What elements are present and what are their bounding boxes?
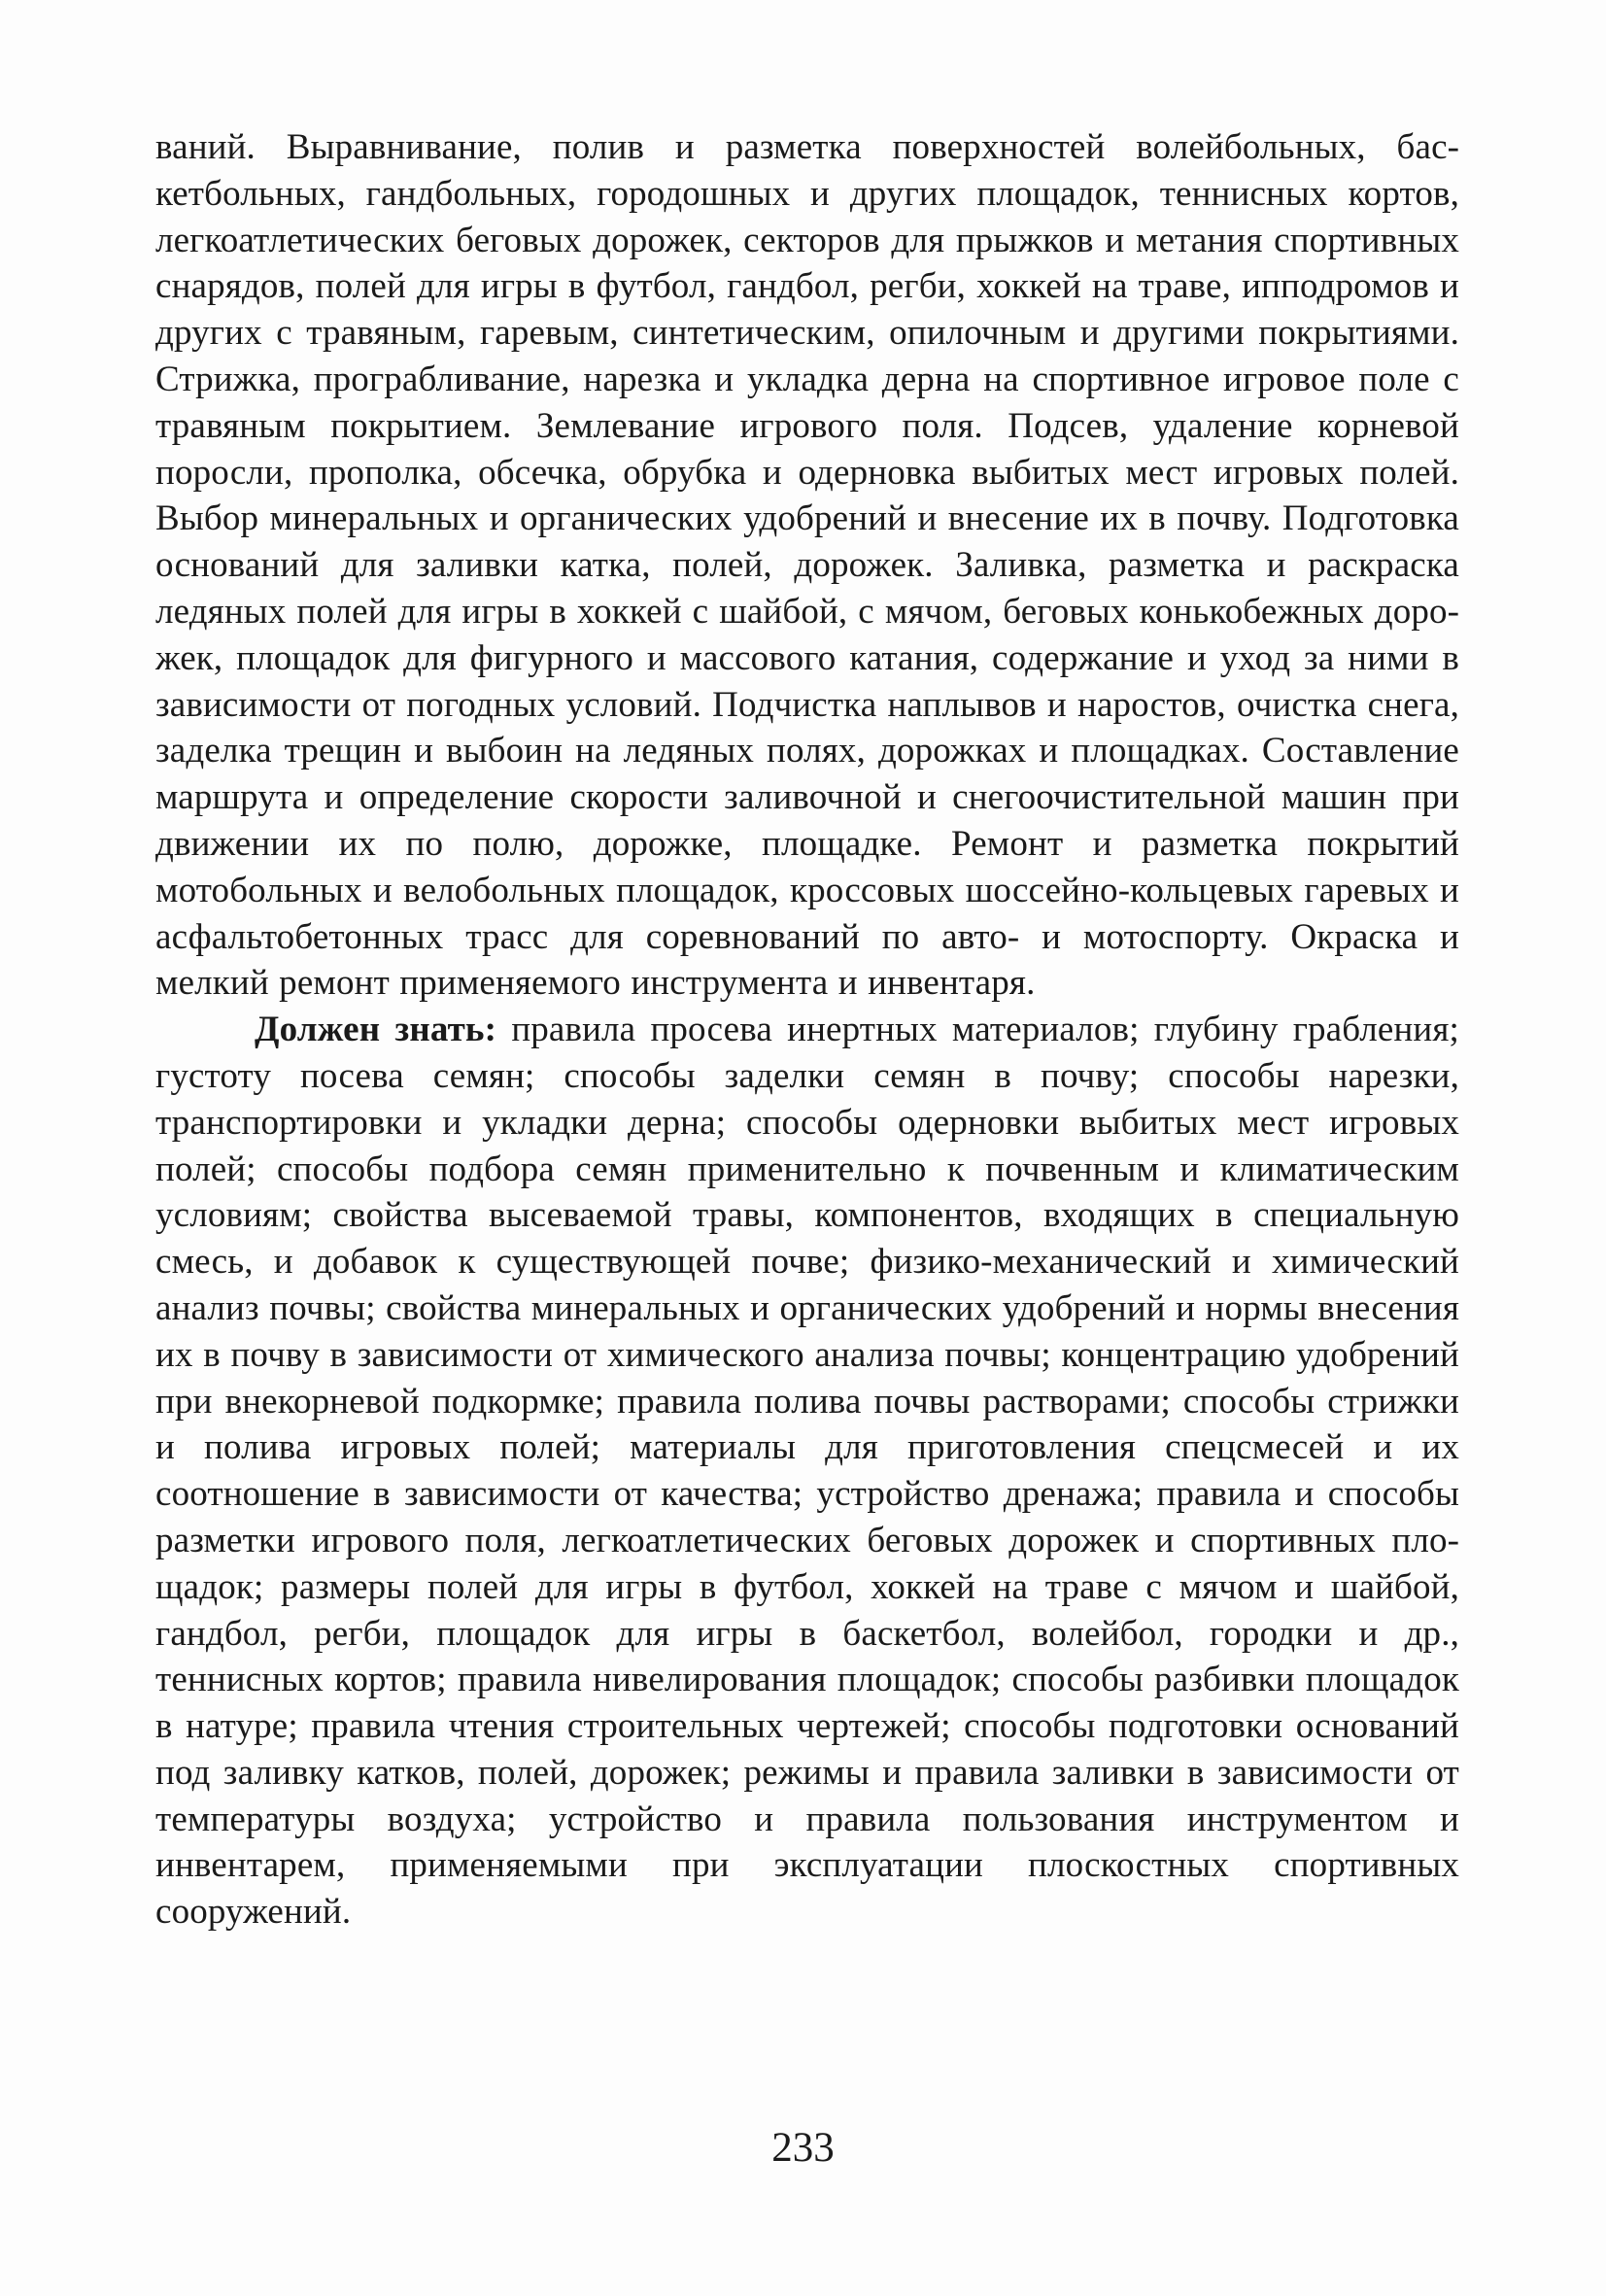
paragraph-required-knowledge	[155, 1007, 1459, 1936]
paragraph-work-description: ваний. Выравнивание, полив и разметка поверхностей волейбольных, баскетбольных, гандбольных, городошных и других площадок, теннисных кортов, легкоатлетических беговых дорожек, секторов для прыжков и метания спортивных снарядов, полей для игры в футбол, гандбол, регби, хоккей на траве, ипподромов и других с травяным, гаревым, синтетическим, опилочным и другими покрытиями. Стрижка, програбливание, нарезка и укладка дерна на спортивное игровое поле с травяным покрытием. Землевание игрового поля. Подсев, удаление корневой поросли, прополка, обсечка, обрубка и одерновка выбитых мест игровых полей. Выбор минеральных и органических удобрений и внесение их в почву. Подготовка оснований для заливки катка, полей, дорожек. Заливка, разметка и раскраска ледяных полей для игры в хоккей с шайбой, с мячом, беговых конькобежных дорожек, площадок для фигурного и массового катания, содержание и уход за ними в зависимости от погодных условий. Подчистка наплывов и наростов, очистка снега, заделка трещин и выбоин на ледяных полях, дорожках и площадках. Составление маршрута и определение скорости заливочной и снегоочистительной машин при движении их по полю, дорожке, площадке. Ремонт и разметка покрытий мотобольных и велобольных площадок, кроссовых шоссейно-кольцевых гаревых и асфальтобетонных трасс для соревнований по авто- и мотоспорту. Окраска и мелкий ремонт применяемого инструмента и инвентаря.	[155, 127, 1459, 1004]
required-knowledge-text: правила просева инертных материалов; глубину грабления; густоту посева семян; способы заделки семян в почву; способы нарезки, транспортировки и укладки дерна; способы одерновки выбитых мест игровых полей; способы подбора семян применительно к почвенным и климатическим условиям; свойства высеваемой травы, компонентов, входящих в специальную смесь, и добавок к существующей почве; физико-механический и химический анализ почвы; свойства минеральных и органических удобрений и нормы внесения их в почву в зависимости от химического анализа почвы; концентрацию удобрений при внекорневой подкормке; правила полива почвы растворами; способы стрижки и полива игровых полей; материалы для приготовления спецсмесей и их соотношение в зависимости от качества; устройство дренажа; правила и способы разметки игрового поля, легкоатлетических беговых дорожек и спортивных площадок; размеры полей для игры в футбол, хоккей на траве с мячом и шайбой, гандбол, регби, площадок для игры в баскетбол, волейбол, городки и др., теннисных кортов; правила нивелирования площадок; способы разбивки площадок в натуре; правила чтения строительных чертежей; способы подготовки оснований под заливку катков, полей, дорожек; режимы и правила заливки в зависимости от температуры воздуха; устройство и правила пользования инструментом и инвентарем, применяемыми при эксплуатации плоскостных спортивных сооружений.	[155, 1010, 1459, 1933]
required-knowledge-heading: Должен знать:	[255, 1010, 497, 1050]
body-text	[155, 124, 1459, 1936]
page-number: 233	[771, 2125, 835, 2171]
